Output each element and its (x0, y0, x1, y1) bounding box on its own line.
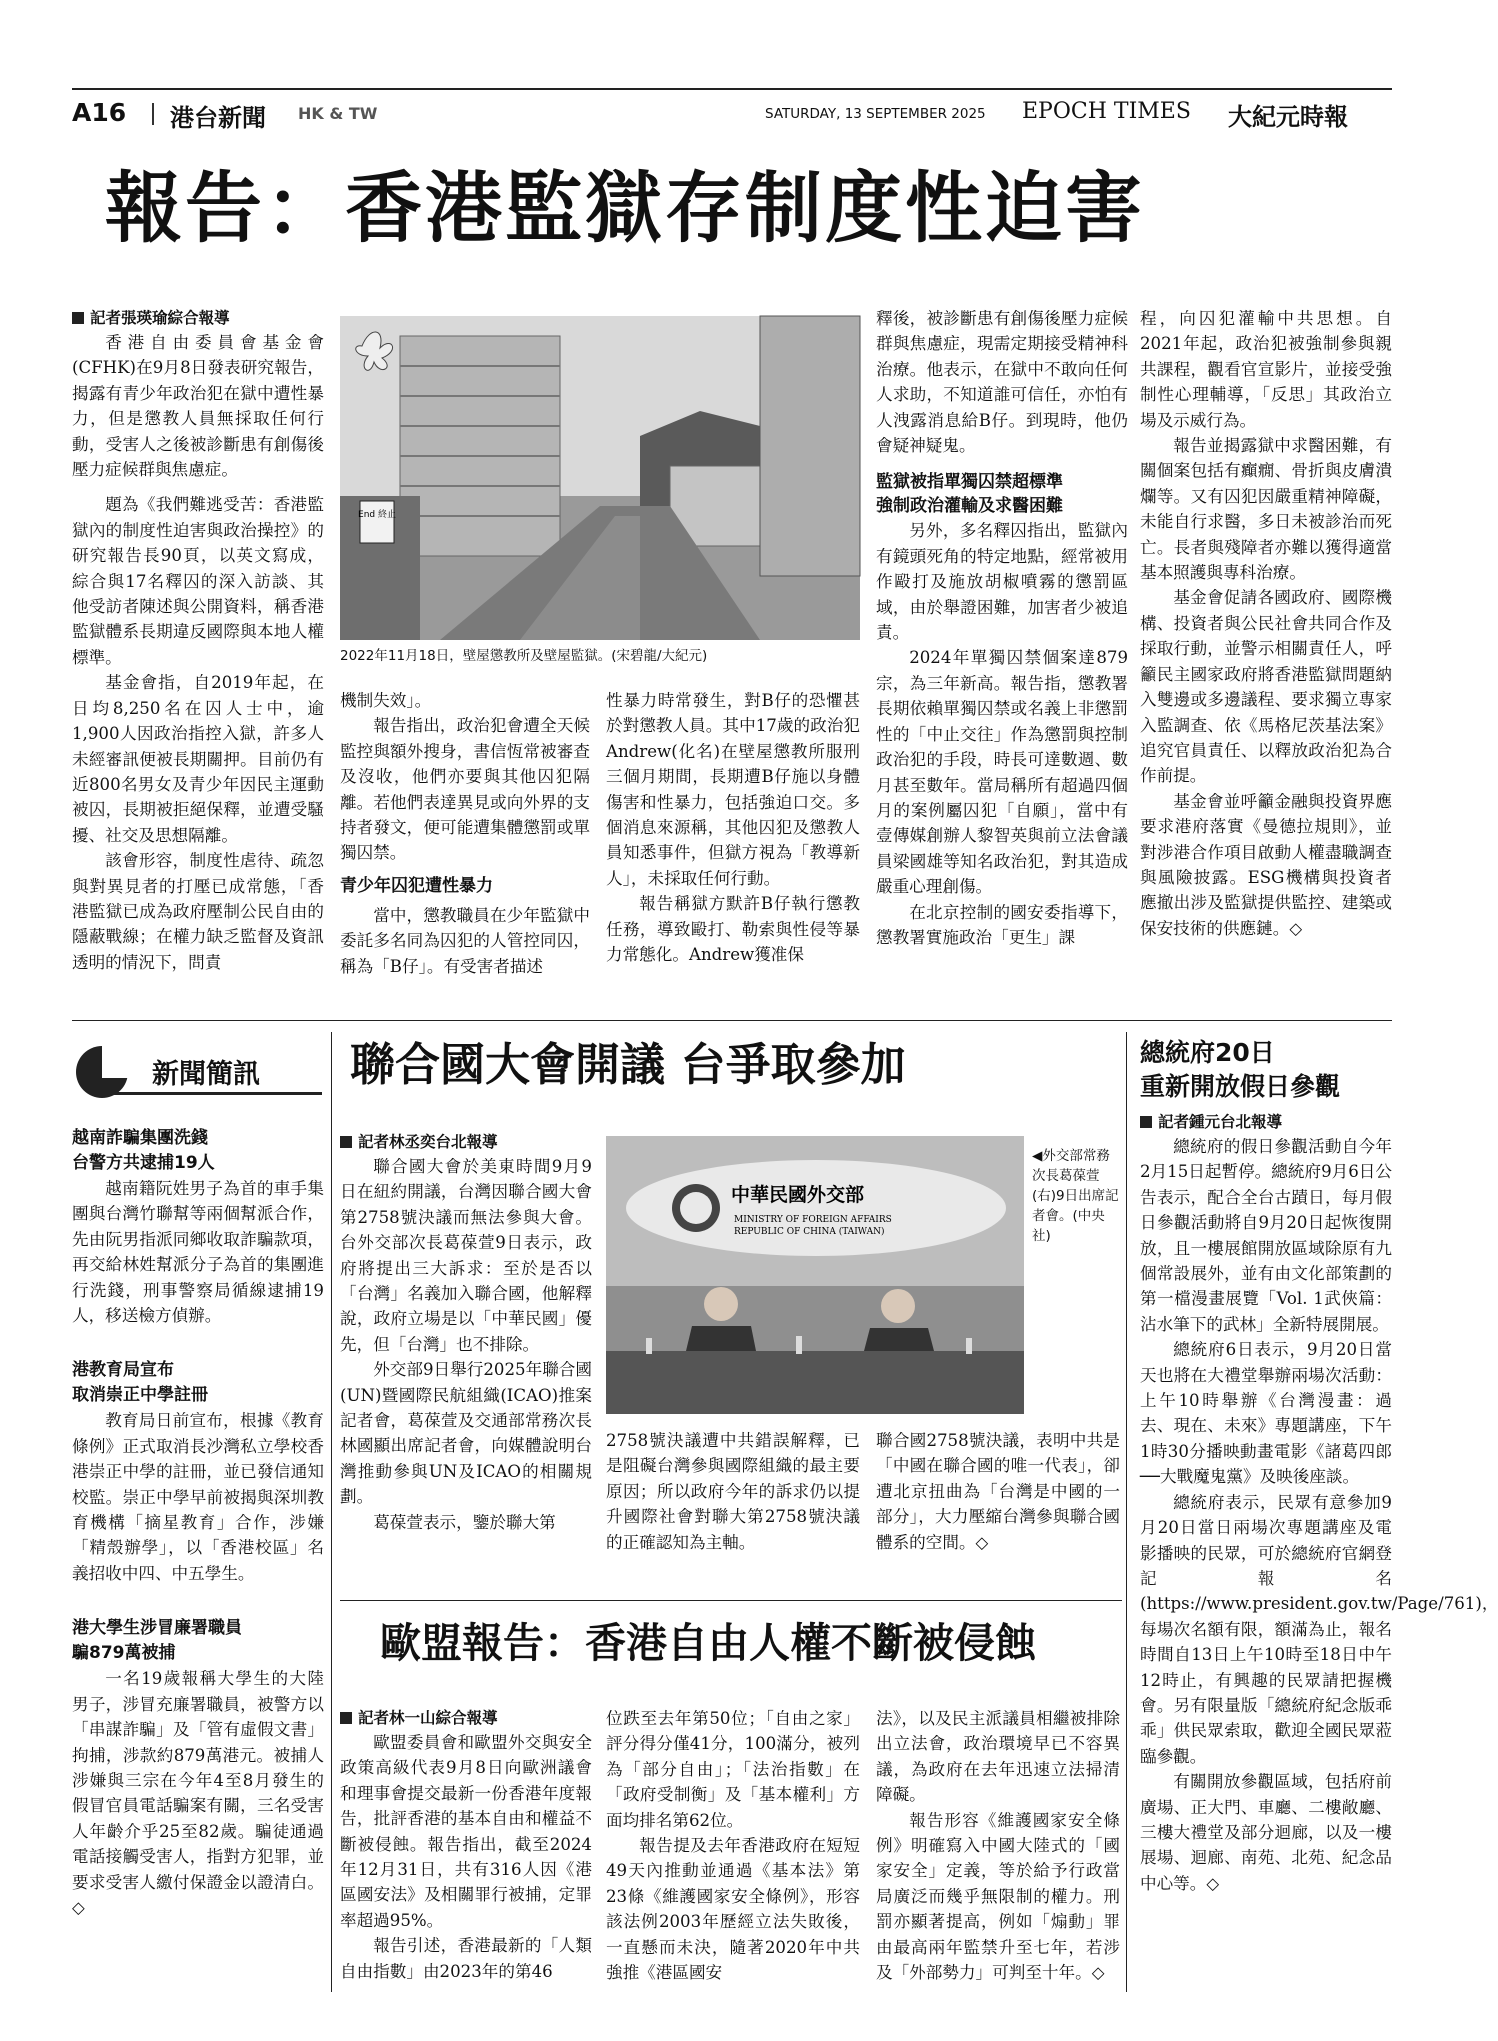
paragraph: 基金會並呼籲金融與投資界應要求港府落實《曼德拉規則》，並對涉港合作項目啟動人權盡職調查與風險披露。ESG機構與投資者應撤出涉及監獄提供監控、建築或保安技術的供應鏈。◇ (1140, 791, 1392, 938)
paragraph: 報告引述，香港最新的「人類自由指數」由2023年的第46 (340, 1936, 592, 1981)
briefs-title: 新聞簡訊 (152, 1059, 260, 1090)
lead-column-3 (606, 688, 860, 1008)
un-photo (606, 1136, 1024, 1414)
paragraph: 另外，多名釋囚指出，監獄內有鏡頭死角的特定地點，經常被用作毆打及施放胡椒噴霧的懲罰區域，由於舉證困難，加害者少被追責。 (876, 521, 1128, 643)
paragraph: 葛葆萱表示，鑒於聯大第 (373, 1512, 556, 1532)
paragraph: 外交部9日舉行2025年聯合國(UN)暨國際民航組織(ICAO)推案記者會，葛葆萱及交通部常務次長林國顯出席記者會，向媒體說明台灣推動參與UN及ICAO的相關規劃。 (340, 1360, 592, 1507)
masthead-divider (152, 103, 154, 125)
column-rule-left (331, 1032, 332, 1992)
byline-marker (72, 312, 84, 324)
paragraph: 性暴力時常發生，對B仔的恐懼甚於對懲教人員。其中17歲的政治犯Andrew(化名)在壁屋懲教所服刑三個月期間，長期遭B仔施以身體傷害和性暴力，包括強迫口交。多個消息來源稱，其他囚犯及懲教人員知悉事件，但獄方視為「教導新人」，未採取任何行動。 (606, 691, 860, 888)
briefs-column (72, 1126, 324, 1986)
lead-column-4 (876, 306, 1128, 1006)
pres-headline-1: 總統府20日 (1140, 1038, 1275, 1067)
paragraph: 總統府6日表示，9月20日當天也將在大禮堂舉辦兩場次活動：上午10時舉辦《台灣漫畫：過去、現在、未來》專題講座，下午1時30分播映動畫電影《諸葛四郎──大戰魔鬼黨》及映後座談。 (1140, 1340, 1392, 1487)
eu-column-3 (876, 1706, 1120, 1986)
paper-name-zh: 大紀元時報 (1228, 103, 1348, 131)
paragraph: 法》，以及民主派議員相繼被排除出立法會，政治環境早已不容異議，為政府在去年迅速立法掃清障礙。 (876, 1709, 1120, 1805)
lead-column-5 (1140, 306, 1392, 1006)
paragraph: 基金會促請各國政府、國際機構、投資者與公民社會共同合作及採取行動，並警示相關責任人，呼籲民主國家政府將香港監獄問題納入雙邊或多邊議程、要求獨立專家入監調查、依《馬格尼茨基法案》追究官員責任、以釋放政治犯為合作前提。 (1140, 588, 1392, 786)
eu-column-1 (340, 1706, 592, 1986)
paragraph: 報告並揭露獄中求醫困難，有關個案包括有癲癇、骨折與皮膚潰爛等。又有囚犯因嚴重精神障礙，未能自行求醫，多日未被診治而死亡。長者與殘障者亦難以獲得適當基本照護與專科治療。 (1140, 436, 1392, 583)
paragraph: 2758號決議遭中共錯誤解釋，已是阻礙台灣參與國際組織的最主要原因；所以政府今年的訴求仍以提升國際社會對聯大第2758號決議的正確認知為主軸。 (606, 1431, 860, 1552)
subheading-solitary-1: 監獄被指單獨囚禁超標準 (876, 472, 1063, 493)
paragraph: 報告提及去年香港政府在短短49天內推動並通過《基本法》第23條《維護國家安全條例》，形容該法例2003年歷經立法失敗後，一直懸而未決，隨著2020年中共強推《港區國安 (606, 1836, 860, 1983)
paragraph: 報告稱獄方默許B仔執行懲教任務，導致毆打、勒索與性侵等暴力常態化。Andrew獲准保 (606, 894, 860, 965)
pres-column (1140, 1110, 1498, 1990)
brief-2-heading-2: 取消崇正中學註冊 (72, 1385, 208, 1406)
section-title: 港台新聞 (170, 104, 266, 132)
paragraph: 該會形容，制度性虐待、疏忽與對異見者的打壓已成常態，「香港監獄已成為政府壓制公民自由的隱蔽戰線；在權力缺乏監督及資訊透明的情況下，問責 (72, 851, 324, 972)
brief-3-body: 一名19歲報稱大學生的大陸男子，涉冒充廉署職員，被警方以「串謀詐騙」及「管有虛假文書」拘捕，涉款約879萬港元。被捕人涉嫌與三宗在今年4至8月發生的假冒官員電話騙案有關，三名受害人年齡介乎25至82歲。騙徒通過電話接觸受害人，指對方犯罪，並要求受害人繳付保證金以證清白。◇ (72, 1669, 324, 1917)
briefs-banner (72, 1042, 322, 1104)
lead-column-1 (72, 306, 324, 1006)
paragraph: 程，向囚犯灌輸中共思想。自2021年起，政治犯被強制參與親共課程，觀看官宣影片，並接受強制性心理輔導，「反思」其政治立場及示威行為。 (1140, 309, 1392, 430)
press-conference-illustration (606, 1136, 1024, 1414)
issue-date: SATURDAY, 13 SEPTEMBER 2025 (765, 106, 986, 122)
briefs-title-rule (102, 1092, 322, 1095)
section-rule (72, 1020, 1392, 1021)
paragraph: 報告形容《維護國家安全條例》明確寫入中國大陸式的「國家安全」定義，等於給予行政當局廣泛而幾乎無限制的權力。刑罰亦顯著提高，例如「煽動」罪由最高兩年監禁升至七年，若涉及「外部勢力」可判至十年。◇ (876, 1810, 1120, 1983)
paper-name-en: EPOCH TIMES (1022, 99, 1191, 124)
eu-headline: 歐盟報告：香港自由人權不斷被侵蝕 (380, 1619, 1036, 1667)
paragraph: 有關開放參觀區域，包括府前廣場、正大門、車廳、二樓敞廳、三樓大禮堂及部分迴廊，以及一樓展場、迴廊、南苑、北苑、紀念品中心等。◇ (1140, 1772, 1392, 1893)
paragraph: 報告指出，政治犯會遭全天候監控與額外搜身，書信恆常被審查及沒收，他們亦要與其他囚犯隔離。若他們表達異見或向外界的支持者發文，便可能遭集體懲罰或單獨囚禁。 (340, 716, 590, 863)
paragraph: 聯合國大會於美東時間9月9日在紐約開議，台灣因聯合國大會第2758號決議而無法參與大會。台外交部次長葛葆萱9日表示，政府將提出三大訴求：至於是否以「台灣」名義加入聯合國，他解釋說，政府立場是以「中華民國」優先，但「台灣」也不排除。 (340, 1157, 592, 1354)
byline-marker (1140, 1116, 1152, 1128)
brief-1-heading-1: 越南詐騙集團洗錢 (72, 1128, 208, 1148)
lead-photo (340, 316, 860, 640)
lead-byline: 記者張瑛瑜綜合報導 (72, 306, 324, 330)
paragraph: 題為《我們難逃受苦：香港監獄內的制度性迫害與政治操控》的研究報告長90頁，以英文寫成，綜合與17名釋囚的深入訪談、其他受訪者陳述與公開資料，稱香港監獄體系長期違反國際與本地人權標準。 (72, 495, 324, 667)
un-column-1 (340, 1130, 592, 1634)
pres-byline: 記者鍾元台北報導 (1140, 1110, 1392, 1134)
lead-column-2 (340, 688, 590, 1008)
byline-marker (340, 1712, 352, 1724)
prison-photo-illustration (340, 316, 860, 640)
mofa-sign-zh: 中華民國外交部 (731, 1184, 865, 1206)
brief-2-body: 教育局日前宣布，根據《教育條例》正式取消長沙灣私立學校香港崇正中學的註冊，並已發信通知校監。崇正中學早前被揭與深圳教育機構「摘星教育」合作，涉嫌「精殼辦學」，以「香港校區」名義招收中四、中五學生。 (72, 1411, 324, 1583)
paragraph: 基金會指，自2019年起，在日均8,250名在囚人士中，逾1,900人因政治指控入獄，許多人未經審訊便被長期關押。目前仍有近800名男女及青少年因民主運動被囚，長期被拒絕保釋，並遭受騷擾、社交及思想隔離。 (72, 673, 324, 845)
un-column-2 (606, 1428, 860, 1608)
eu-column-2 (606, 1706, 860, 1986)
subheading-solitary-2: 強制政治灌輸及求醫困難 (876, 496, 1063, 517)
paragraph: 當中，懲教職員在少年監獄中委託多名同為囚犯的人管控同囚，稱為「B仔」。有受害者描述 (340, 905, 590, 976)
subheading-youth: 青少年囚犯遭性暴力 (340, 875, 493, 896)
paragraph: 機制失效」。 (340, 691, 432, 710)
story-rule (340, 1600, 1122, 1601)
un-photo-caption: ◀外交部常務次長葛葆萱(右)9日出席記者會。(中央社) (1032, 1148, 1119, 1244)
paragraph: 位跌至去年第50位；「自由之家」評分得分僅41分，100滿分，被列為「部分自由」；「法治指數」在「政府受制衡」及「基本權利」方面均排名第62位。 (606, 1709, 860, 1830)
mofa-sign-en-1: MINISTRY OF FOREIGN AFFAIRS (734, 1215, 892, 1225)
brief-1-body: 越南籍阮姓男子為首的車手集團與台灣竹聯幫等兩個幫派合作，先由阮男指派同鄉收取詐騙款項，再交給林姓幫派分子為首的集團進行洗錢，刑事警察局循線逮捕19人，移送檢方偵辦。 (72, 1179, 324, 1326)
brief-3-heading-2: 騙879萬被捕 (72, 1643, 176, 1664)
lead-photo-caption: 2022年11月18日，壁屋懲教所及壁屋監獄。(宋碧龍/大紀元) (340, 648, 708, 664)
paragraph: 釋後，被診斷患有創傷後壓力症候群與焦慮症，現需定期接受精神科治療。他表示，在獄中不敢向任何人求助，不知道誰可信任，亦怕有人洩露消息給B仔。到現時，他仍會疑神疑鬼。 (876, 309, 1128, 456)
eu-byline: 記者林一山綜合報導 (340, 1706, 592, 1730)
paragraph: 歐盟委員會和歐盟外交與安全政策高級代表9月8日向歐洲議會和理事會提交最新一份香港年度報告，批評香港的基本自由和權益不斷被侵蝕。報告指出，截至2024年12月31日，共有316人因《港區國安法》及相關罪行被捕，定罪率超過95%。 (340, 1733, 592, 1930)
page-number: A16 (72, 98, 127, 127)
section-title-en: HK & TW (298, 104, 378, 123)
brief-3-heading-1: 港大學生涉冒廉署職員 (72, 1618, 242, 1639)
brief-1-heading-2: 台警方共逮捕19人 (72, 1153, 215, 1173)
un-headline: 聯合國大會開議 台爭取參加 (350, 1038, 906, 1091)
paragraph: 聯合國2758號決議，表明中共是「中國在聯合國的唯一代表」，卻遭北京扭曲為「台灣是中國的一部分」，大力壓縮台灣參與聯合國體系的空間。◇ (876, 1431, 1120, 1552)
paragraph: 香港自由委員會基金會(CFHK)在9月8日發表研究報告，揭露有青少年政治犯在獄中遭性暴力，但是懲教人員無採取任何行動，受害人之後被診斷患有創傷後壓力症候群與焦慮症。 (72, 333, 324, 480)
un-column-3 (876, 1428, 1120, 1608)
brief-2-heading-1: 港教育局宣布 (72, 1360, 174, 1381)
end-sign-text: End 終止 (358, 510, 396, 520)
paragraph: 在北京控制的國安委指導下，懲教署實施政治「更生」課 (876, 902, 1128, 947)
column-rule-right (1126, 1032, 1127, 1992)
paragraph: 總統府的假日參觀活動自今年2月15日起暫停。總統府9月6日公告表示，配合全台古蹟日，每月假日參觀活動將自9月20日起恢復開放，且一樓展館開放區域除原有九個常設展外，並有由文化部策劃的第一檔漫畫展覽「Vol. 1武俠篇：沾水筆下的武林」全新特展開展。 (1140, 1137, 1392, 1334)
mofa-sign-en-2: REPUBLIC OF CHINA (TAIWAN) (734, 1227, 885, 1237)
lead-headline: 報告：香港監獄存制度性迫害 (105, 165, 1145, 254)
paragraph: 2024年單獨囚禁個案達879宗，為三年新高。報告指，懲教署長期依賴單獨囚禁或名義上非懲罰性的「中止交往」作為懲罰與控制政治犯的手段，時長可達數週、數月甚至數年。當局稱所有超過四個月的案例屬囚犯「自願」，當中有壹傳媒創辦人黎智英與前立法會議員梁國雄等知名政治犯，對其造成嚴重心理創傷。 (876, 648, 1128, 897)
byline-marker (340, 1136, 352, 1148)
paragraph: 總統府表示，民眾有意參加9月20日當日兩場次專題講座及電影播映的民眾，可於總統府官網登記報名(https://www.president.gov.tw/Page/761)，每場次名額有限，額滿為止，報名時間自13日上午10時至18日中午12時止，有興趣的民眾請把握機會。另有限量版「總統府紀念版乖乖」供民眾索取，歡迎全國民眾蒞臨參觀。 (1140, 1492, 1498, 1766)
top-rule (72, 88, 1392, 90)
un-byline: 記者林丞奕台北報導 (340, 1130, 592, 1154)
pres-headline-2: 重新開放假日參觀 (1140, 1072, 1341, 1101)
